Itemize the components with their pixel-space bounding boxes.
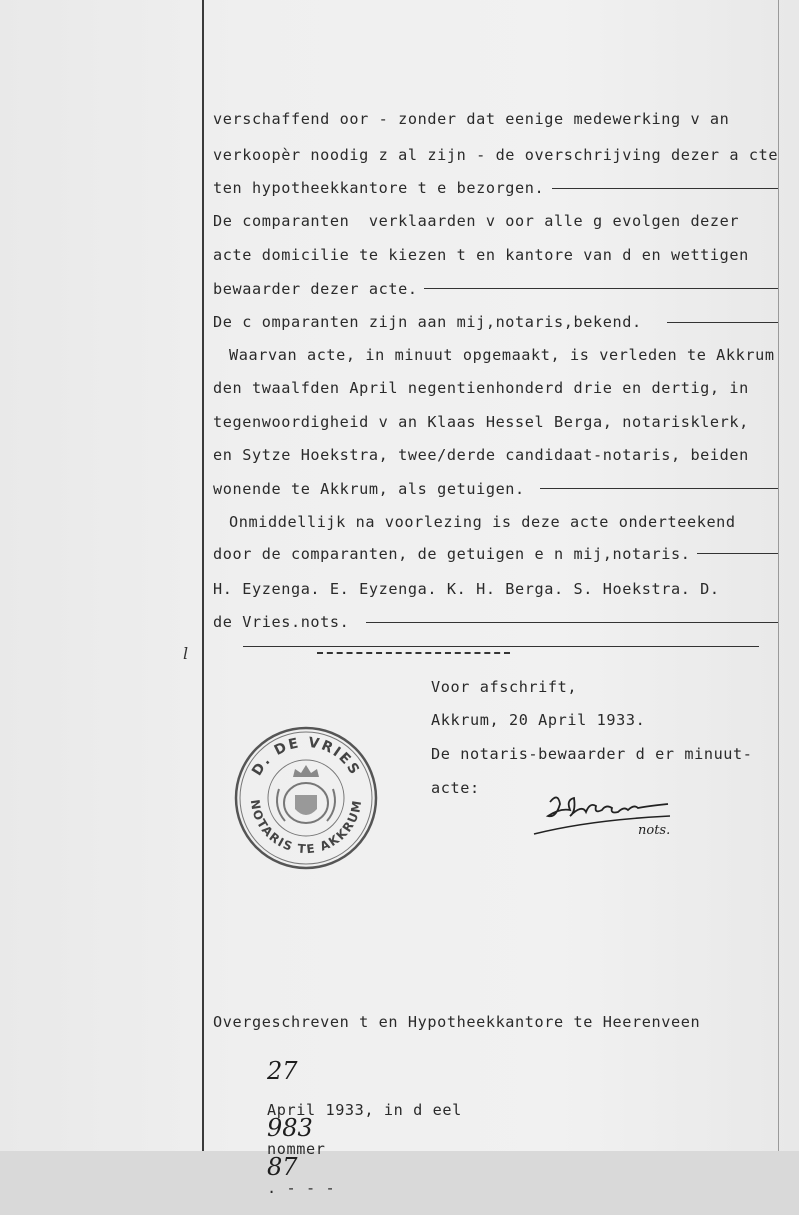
closing-line-2: Akkrum, 20 April 1933. [431, 711, 646, 729]
text-line-1: verschaffend oor - zonder dat eenige medewerking v an [213, 110, 730, 128]
closing-line-4: acte: [431, 779, 480, 797]
text-line-4: De comparanten verklaarden v oor alle g evolgen dezer [213, 212, 740, 230]
page-fold-line [202, 0, 204, 1151]
svg-text:NOTARIS TE AKKRUM: NOTARIS TE AKKRUM [247, 798, 365, 857]
margin-mark: l [183, 644, 189, 663]
page-edge [778, 0, 779, 1151]
svg-text:D. DE VRIES: D. DE VRIES [249, 734, 363, 779]
text-line-13: Onmiddellijk na voorlezing is deze acte onderteekend [229, 513, 736, 531]
notary-seal [233, 725, 379, 871]
text-line-7: De c omparanten zijn aan mij,notaris,bekend. [213, 313, 642, 331]
fill-rule [552, 188, 778, 189]
text-line-9: den twaalfden April negentienhonderd drie en dertig, in [213, 379, 749, 397]
text-line-16: de Vries.nots. [213, 613, 350, 631]
text-line-11: en Sytze Hoekstra, twee/derde candidaat-notaris, beiden [213, 446, 749, 464]
closing-dash-rule [317, 652, 510, 657]
registration-nommer: 87 [266, 1153, 298, 1181]
fill-rule [540, 488, 778, 489]
fill-rule [697, 553, 778, 554]
text-line-6: bewaarder dezer acte. [213, 280, 418, 298]
closing-rule [243, 646, 759, 647]
fill-rule [667, 322, 778, 323]
text-line-15: H. Eyzenga. E. Eyzenga. K. H. Berga. S. Hoekstra. D. [213, 580, 720, 598]
text-line-8: Waarvan acte, in minuut opgemaakt, is verleden te Akkrum [229, 346, 775, 364]
registration-deel: 983 [266, 1114, 313, 1142]
closing-line-1: Voor afschrift, [431, 678, 578, 696]
fill-rule [366, 622, 778, 623]
closing-line-3: De notaris-bewaarder d er minuut- [431, 745, 753, 763]
registration-line-2 [228, 1044, 462, 1215]
registration-line-1: Overgeschreven t en Hypotheekkantore te Heerenveen [213, 1013, 701, 1031]
text-line-12: wonende te Akkrum, als getuigen. [213, 480, 525, 498]
fill-rule [424, 288, 778, 289]
text-line-3: ten hypotheekkantore t e bezorgen. [213, 179, 545, 197]
notary-signature [530, 790, 680, 840]
registration-month-year: April 1933, in d eel [266, 1101, 462, 1119]
text-line-14: door de comparanten, de getuigen e n mij,notaris. [213, 545, 691, 563]
svg-text:nots.: nots. [638, 823, 671, 838]
text-line-10: tegenwoordigheid v an Klaas Hessel Berga, notarisklerk, [213, 413, 749, 431]
registration-day: 27 [266, 1057, 298, 1085]
coat-of-arms-icon [277, 765, 335, 823]
registration-tail: . - - - [266, 1179, 336, 1197]
text-line-2: verkoopèr noodig z al zijn - de overschrijving dezer a cte [213, 146, 779, 164]
text-line-5: acte domicilie te kiezen t en kantore van d en wettigen [213, 246, 749, 264]
registration-nommer-label: nommer [266, 1140, 326, 1158]
